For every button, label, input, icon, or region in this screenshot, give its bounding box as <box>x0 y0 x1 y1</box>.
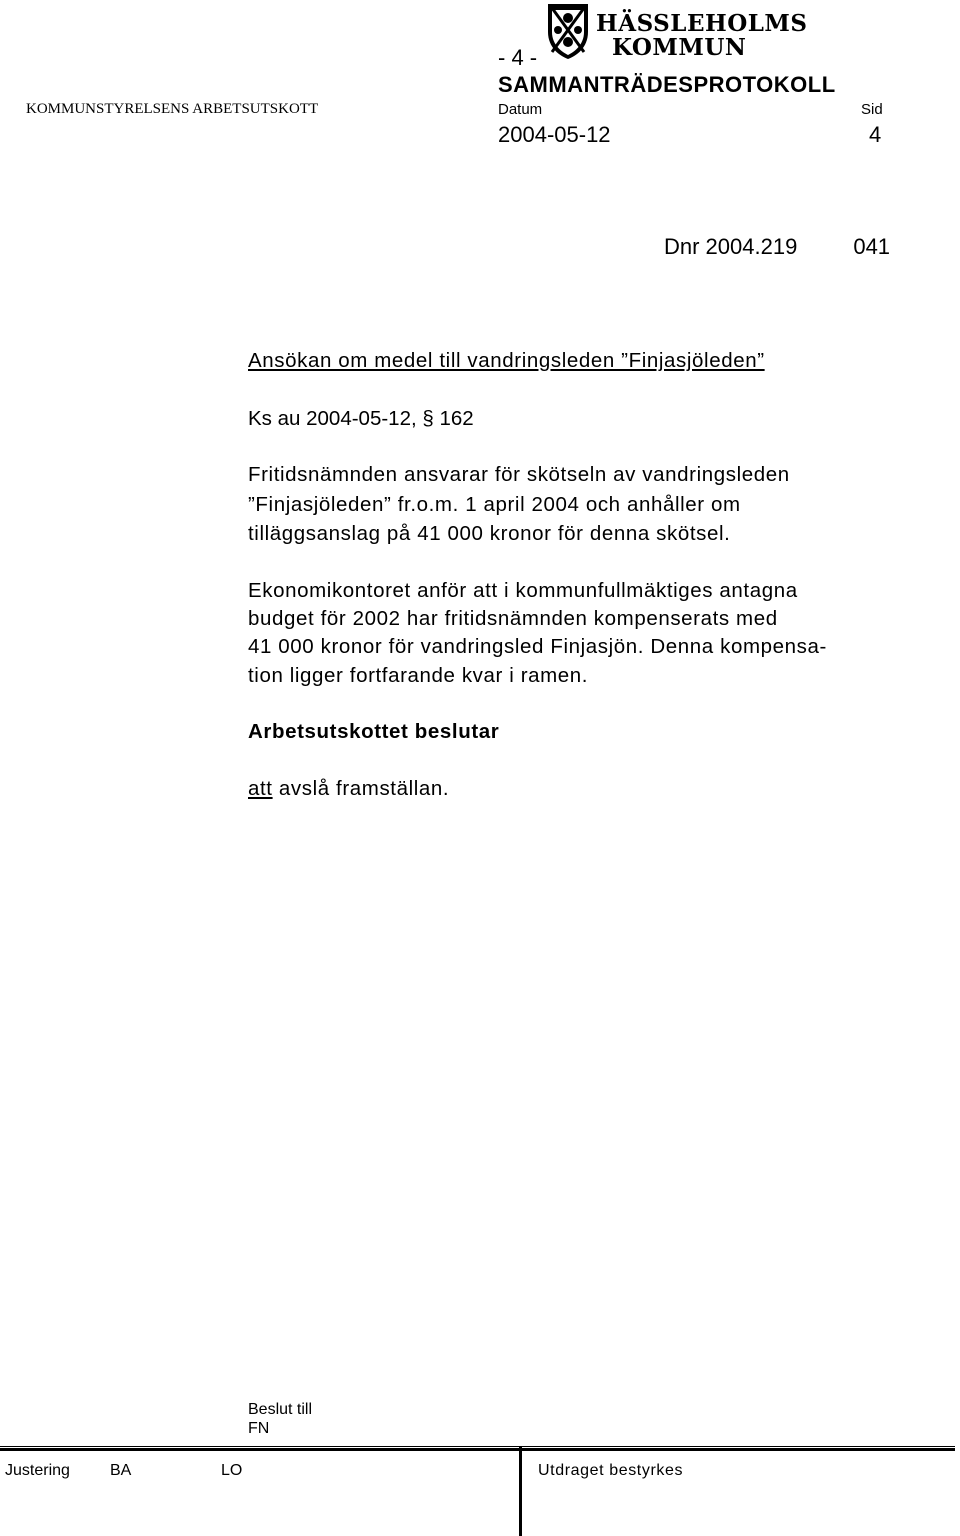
paragraph-1-line: Fritidsnämnden ansvarar för skötseln av vandringsleden <box>248 463 790 486</box>
page-number: 4 <box>869 122 882 147</box>
justering-label: Justering <box>5 1462 70 1479</box>
case-title: Ansökan om medel till vandringsleden ”Finjasjöleden” <box>248 349 765 372</box>
paragraph-1-line: ”Finjasjöleden” fr.o.m. 1 april 2004 och anhåller om <box>248 493 741 516</box>
certified-label: Utdraget bestyrkes <box>538 1462 684 1479</box>
case-number: Dnr 2004.219 <box>664 234 798 259</box>
paragraph-2-line: budget för 2002 har fritidsnämnden kompenserats med <box>248 607 778 630</box>
footer-divider-thick <box>0 1448 955 1451</box>
initials-1: BA <box>110 1462 132 1479</box>
committee-name: KOMMUNSTYRELSENS ARBETSUTSKOTT <box>26 101 319 117</box>
decision-att: att <box>248 777 273 800</box>
decision-text: avslå framställan. <box>278 777 450 800</box>
page-marker: - 4 - <box>498 45 538 70</box>
paragraph-1-line: tilläggsanslag på 41 000 kronor för denna skötsel. <box>248 522 731 545</box>
footer-divider-thin <box>0 1446 955 1447</box>
decision-to-label: Beslut till <box>248 1401 313 1418</box>
meeting-date: 2004-05-12 <box>498 122 611 147</box>
decision-heading: Arbetsutskottet beslutar <box>248 720 500 743</box>
case-code: 041 <box>853 234 891 259</box>
coat-of-arms-icon <box>546 2 590 60</box>
case-reference: Ks au 2004-05-12, § 162 <box>248 407 474 430</box>
document-title: SAMMANTRÄDESPROTOKOLL <box>498 72 836 97</box>
decision-to-value: FN <box>248 1420 270 1437</box>
paragraph-2-line: tion ligger fortfarande kvar i ramen. <box>248 664 589 687</box>
date-label: Datum <box>498 101 543 118</box>
initials-2: LO <box>221 1462 243 1479</box>
logo-text-line1: HÄSSLEHOLMS <box>596 10 808 37</box>
decision-recipient <box>248 1400 312 1438</box>
decision-line <box>248 777 449 801</box>
paragraph-2-line: Ekonomikontoret anför att i kommunfullmäktiges antagna <box>248 579 798 602</box>
paragraph-2-line: 41 000 kronor för vandringsled Finjasjön. Denna kompensa- <box>248 635 827 658</box>
logo-text-line2: KOMMUN <box>612 34 747 61</box>
footer-column-divider <box>519 1446 522 1536</box>
page-label: Sid <box>861 101 883 118</box>
municipality-logo <box>546 2 808 62</box>
case-number-line <box>664 234 890 260</box>
